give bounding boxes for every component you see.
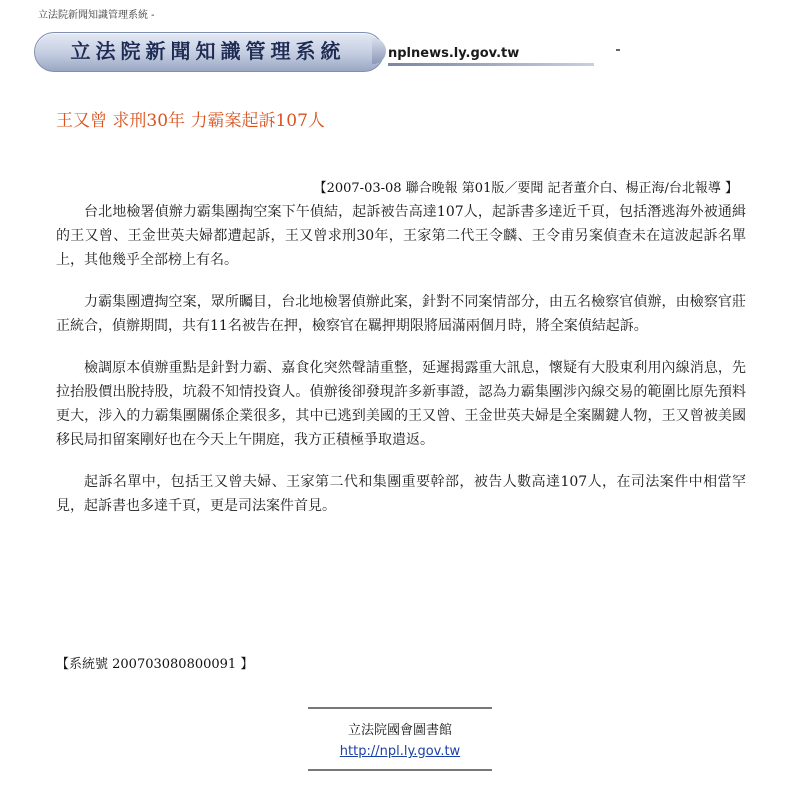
footer-library-link[interactable]: http://npl.ly.gov.tw [339,744,461,759]
article-paragraph: 台北地檢署偵辦力霸集團掏空案下午偵結，起訴被告高達107人，起訴書多達近千頁，包括潛逃海外被通緝的王又曾、王金世英夫婦都遭起訴，王又曾求刑30年，王家第二代王令麟、王令甫另案偵查未在這波起訴名單上，其他幾乎全部榜上有名。 [56,204,746,268]
banner-rule [388,63,594,66]
footer [308,707,492,771]
site-banner [34,32,594,72]
footer-divider-bottom [308,769,492,771]
site-name: 立法院新聞知識管理系統 [70,39,346,63]
site-url: nplnews.ly.gov.tw [388,46,520,61]
banner-rule-mark [616,49,620,51]
system-number: 【系統號 200703080800091 】 [56,657,254,672]
article-title: 王又曾 求刑30年 力霸案起訴107人 [56,111,325,131]
article-body [56,200,746,536]
footer-library-name: 立法院國會圖書館 [347,723,452,738]
footer-divider-top [308,707,492,709]
page-header-label: 立法院新聞知識管理系統 - [38,10,155,21]
article-paragraph: 力霸集團遭掏空案，眾所矚目，台北地檢署偵辦此案，針對不同案情部分，由五名檢察官偵辦，由檢察官莊正統合，偵辦期間，共有11名被告在押，檢察官在羈押期限將屆滿兩個月時，將全案偵結起訴。 [56,294,746,334]
article-paragraph: 檢調原本偵辦重點是針對力霸、嘉食化突然聲請重整，延遲揭露重大訊息，懷疑有大股東利用內線消息，先拉抬股價出脫持股，坑殺不知情投資人。偵辦後卻發現許多新事證，認為力霸集團涉內線交易的範圍比原先預料更大，涉入的力霸集團關係企業很多，其中已逃到美國的王又曾、王金世英夫婦是全案關鍵人物，王又曾被美國移民局扣留案剛好也在今天上午開庭，我方正積極爭取遣返。 [56,360,746,448]
article-paragraph: 起訴名單中，包括王又曾夫婦、王家第二代和集團重要幹部，被告人數高達107人，在司法案件中相當罕見，起訴書也多達千頁，更是司法案件首見。 [56,474,746,514]
article-source: 【2007-03-08 聯合晚報 第01版／要聞 記者董介白、楊正海/台北報導 】 [313,181,738,196]
